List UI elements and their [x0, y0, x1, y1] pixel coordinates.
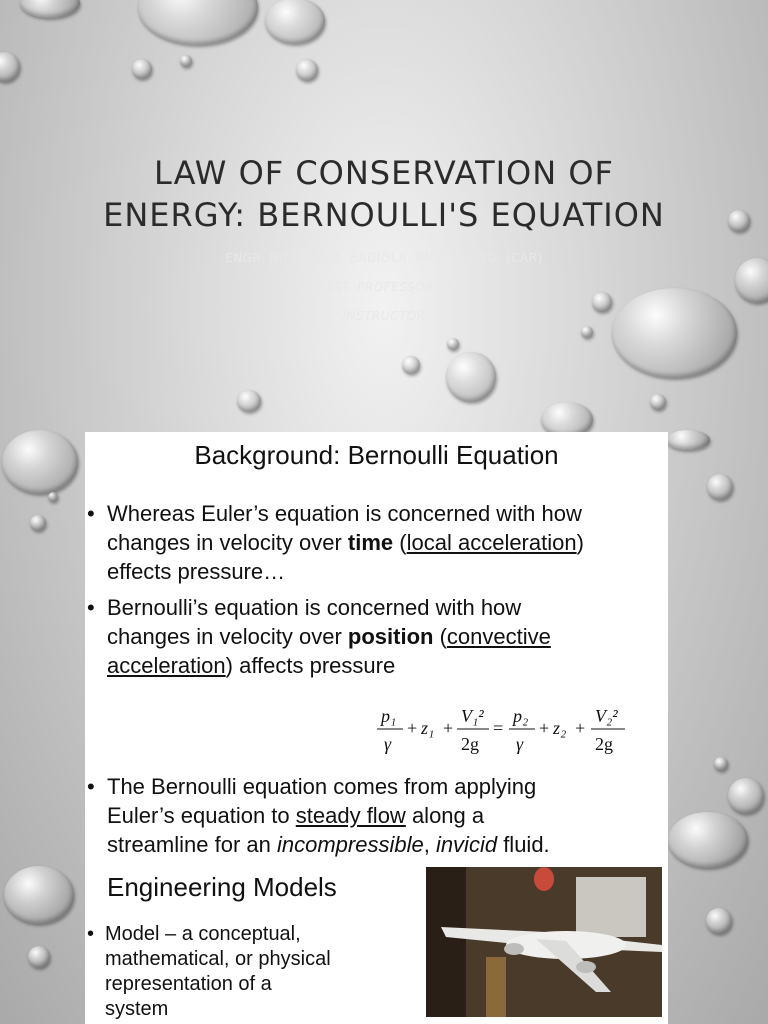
water-drop	[28, 946, 50, 968]
eq-2g: 2g	[461, 734, 479, 754]
author-role: INSTRUCTOR	[342, 309, 426, 323]
water-drop	[707, 474, 733, 500]
eq-v2: V₂²	[595, 706, 618, 726]
bullet-marker: •	[87, 595, 95, 620]
bullet-text: Bernoulli’s equation is concerned with how	[107, 595, 522, 620]
bullet-text: streamline for an incompressible, invicid fluid.	[107, 832, 550, 857]
bullet-text: Euler’s equation to steady flow along a	[107, 803, 485, 828]
author-position: ASST. PROFESSOR III	[317, 280, 451, 294]
water-drop	[706, 908, 732, 934]
bullet-marker: •	[87, 774, 95, 799]
bernoulli-equation	[375, 700, 635, 760]
eq-equals: =	[493, 718, 504, 738]
bullet-text: system	[105, 998, 169, 1020]
title-line-2: ENERGY: BERNOULLI'S EQUATION	[103, 196, 665, 234]
eq-gamma: γ	[516, 734, 524, 754]
bullet-text: mathematical, or physical	[105, 948, 331, 970]
title-slide	[0, 0, 768, 432]
bullet-text: representation of a	[105, 973, 272, 995]
bullet-text: Whereas Euler’s equation is concerned with how	[107, 501, 582, 526]
slide-title: Engineering Models	[107, 872, 337, 902]
bullet-text: effects pressure…	[107, 559, 286, 584]
slide-engineering-models	[85, 864, 668, 1024]
bullet-marker: •	[87, 923, 95, 945]
slide-title: Background: Bernoulli Equation	[194, 440, 559, 470]
water-drop	[48, 492, 58, 502]
eq-plus: +	[443, 718, 454, 738]
eq-p1: p₁	[381, 706, 397, 726]
slide-bernoulli-background	[85, 432, 668, 864]
water-drop	[666, 430, 710, 450]
bullet-text: changes in velocity over time (local acceleration)	[107, 530, 584, 555]
bullet-text: acceleration) affects pressure	[107, 653, 396, 678]
eq-plus: +	[575, 718, 586, 738]
water-drop	[30, 515, 46, 531]
eq-p2: p₂	[513, 706, 529, 726]
bullet-text: Model – a conceptual,	[105, 923, 301, 945]
eq-z1: z₁	[421, 718, 435, 738]
water-drop	[4, 866, 74, 924]
author-name: ENGR. RICHARD A. BADIOLA, RMP, D. ENG. (CAR)	[225, 251, 543, 265]
eq-plus: +	[539, 718, 550, 738]
bullet-text: changes in velocity over position (convective	[107, 624, 551, 649]
bullet-marker: •	[87, 501, 95, 526]
water-drop	[2, 430, 78, 494]
bullet-text: The Bernoulli equation comes from applying	[107, 774, 537, 799]
presentation-title	[60, 152, 708, 236]
eq-v1: V₁²	[461, 706, 484, 726]
eq-2g: 2g	[595, 734, 613, 754]
eq-z2: z₂	[553, 718, 567, 738]
water-drop	[668, 812, 748, 868]
eq-gamma: γ	[384, 734, 392, 754]
wind-tunnel-airplane-photo	[426, 867, 662, 1017]
title-line-1: LAW OF CONSERVATION OF	[154, 154, 614, 192]
water-drop	[714, 757, 728, 771]
eq-plus: +	[407, 718, 418, 738]
water-drop	[728, 778, 764, 814]
